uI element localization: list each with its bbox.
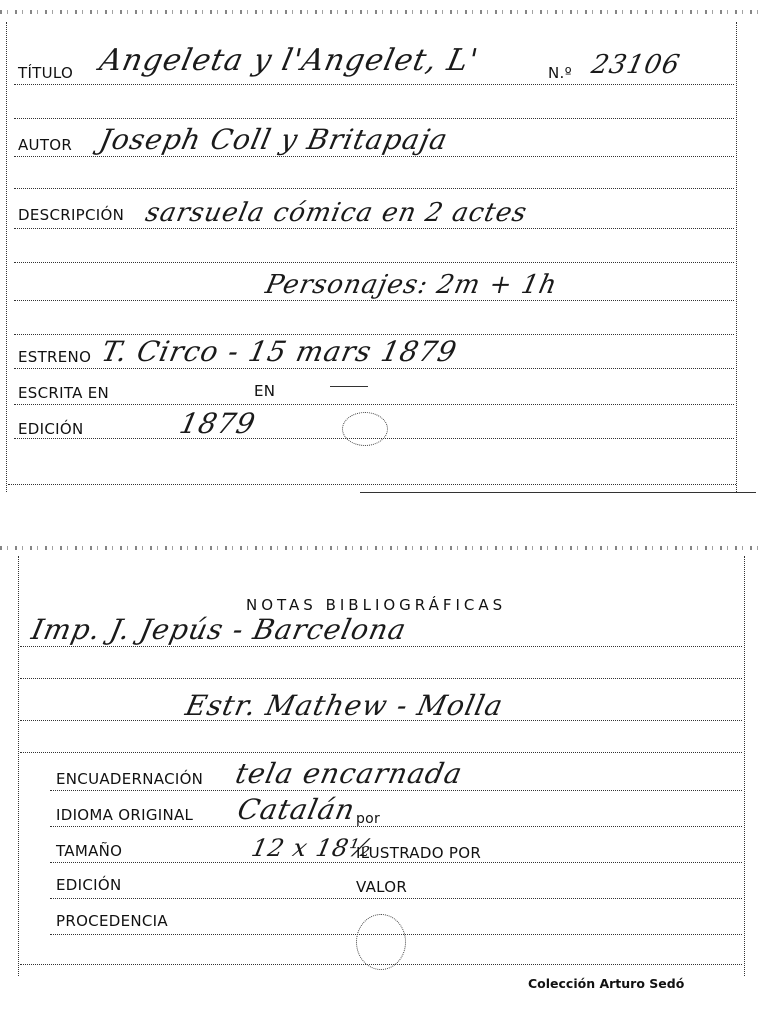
notas-heading: NOTAS BIBLIOGRÁFICAS (246, 596, 507, 614)
descripcion-value: sarsuela cómica en 2 actes (142, 198, 530, 228)
idioma-value: Catalán (234, 793, 359, 826)
edicion-label-2: EDICIÓN (56, 876, 122, 894)
descripcion-rule (14, 228, 734, 229)
numero-label: N.º (548, 64, 572, 82)
card-right-border (736, 22, 737, 492)
personajes-rule (14, 300, 734, 301)
card-bottom-edge-dotted (8, 484, 736, 485)
estampa-value: Estr. Mathew - Molla (182, 689, 507, 722)
rule-above-autor (14, 118, 734, 119)
notas-rule-1 (20, 646, 742, 647)
tamano-value: 12 x 18½ (249, 834, 377, 862)
punch-hole-mark (342, 412, 388, 446)
descripcion-rule-2 (14, 262, 734, 263)
tamano-label: TAMAÑO (56, 842, 123, 860)
estreno-value: T. Circo - 15 mars 1879 (98, 335, 461, 368)
valor-label: VALOR (356, 878, 408, 896)
notas-rule-3 (20, 720, 742, 721)
autor-label: AUTOR (18, 136, 73, 154)
escrita-dash (330, 386, 368, 387)
card-top-edge-2 (0, 546, 759, 550)
tamano-rule (50, 862, 742, 863)
rule-below-autor (14, 188, 734, 189)
idioma-rule (50, 826, 742, 827)
encuadernacion-value: tela encarnada (232, 757, 466, 790)
titulo-value: Angeleta y l'Angelet, L' (96, 43, 482, 78)
estreno-rule (14, 368, 734, 369)
autor-value: Joseph Coll y Britapaja (96, 123, 452, 156)
edicion-value: 1879 (176, 407, 259, 440)
punch-hole-mark-2 (356, 914, 406, 970)
catalog-card-top (0, 0, 759, 500)
procedencia-rule (50, 934, 742, 935)
ilustrado-label: ILUSTRADO POR (356, 844, 482, 862)
titulo-label: TÍTULO (18, 64, 74, 82)
por-label: por (356, 811, 381, 827)
escrita-rule (14, 404, 734, 405)
procedencia-label: PROCEDENCIA (56, 912, 168, 930)
descripcion-label: DESCRIPCIÓN (18, 206, 125, 224)
escrita-en-label: ESCRITA EN (18, 384, 110, 402)
idioma-label: IDIOMA ORIGINAL (56, 806, 194, 824)
notas-rule-4 (20, 752, 742, 753)
notas-rule-2 (20, 678, 742, 679)
autor-rule (14, 156, 734, 157)
numero-value: 23106 (588, 50, 683, 80)
edicion-rule-2 (50, 898, 742, 899)
card2-right-border (744, 556, 745, 976)
collection-credit: Colección Arturo Sedó (528, 976, 685, 991)
edicion-rule (14, 438, 734, 439)
card-left-border (6, 22, 7, 492)
imprenta-value: Imp. J. Jepús - Barcelona (28, 613, 410, 646)
catalog-card-bottom (0, 540, 759, 1028)
en-label: EN (254, 382, 276, 400)
personajes-value: Personajes: 2m + 1h (262, 270, 561, 300)
titulo-rule (14, 84, 734, 85)
encuadernacion-label: ENCUADERNACIÓN (56, 770, 204, 788)
card2-bottom-rule (20, 964, 742, 965)
card-top-edge (0, 10, 759, 14)
card2-left-border (18, 556, 19, 976)
encuadernacion-rule (50, 790, 742, 791)
edicion-label: EDICIÓN (18, 420, 84, 438)
card-bottom-edge-solid (360, 492, 756, 493)
estreno-label: ESTRENO (18, 348, 92, 366)
